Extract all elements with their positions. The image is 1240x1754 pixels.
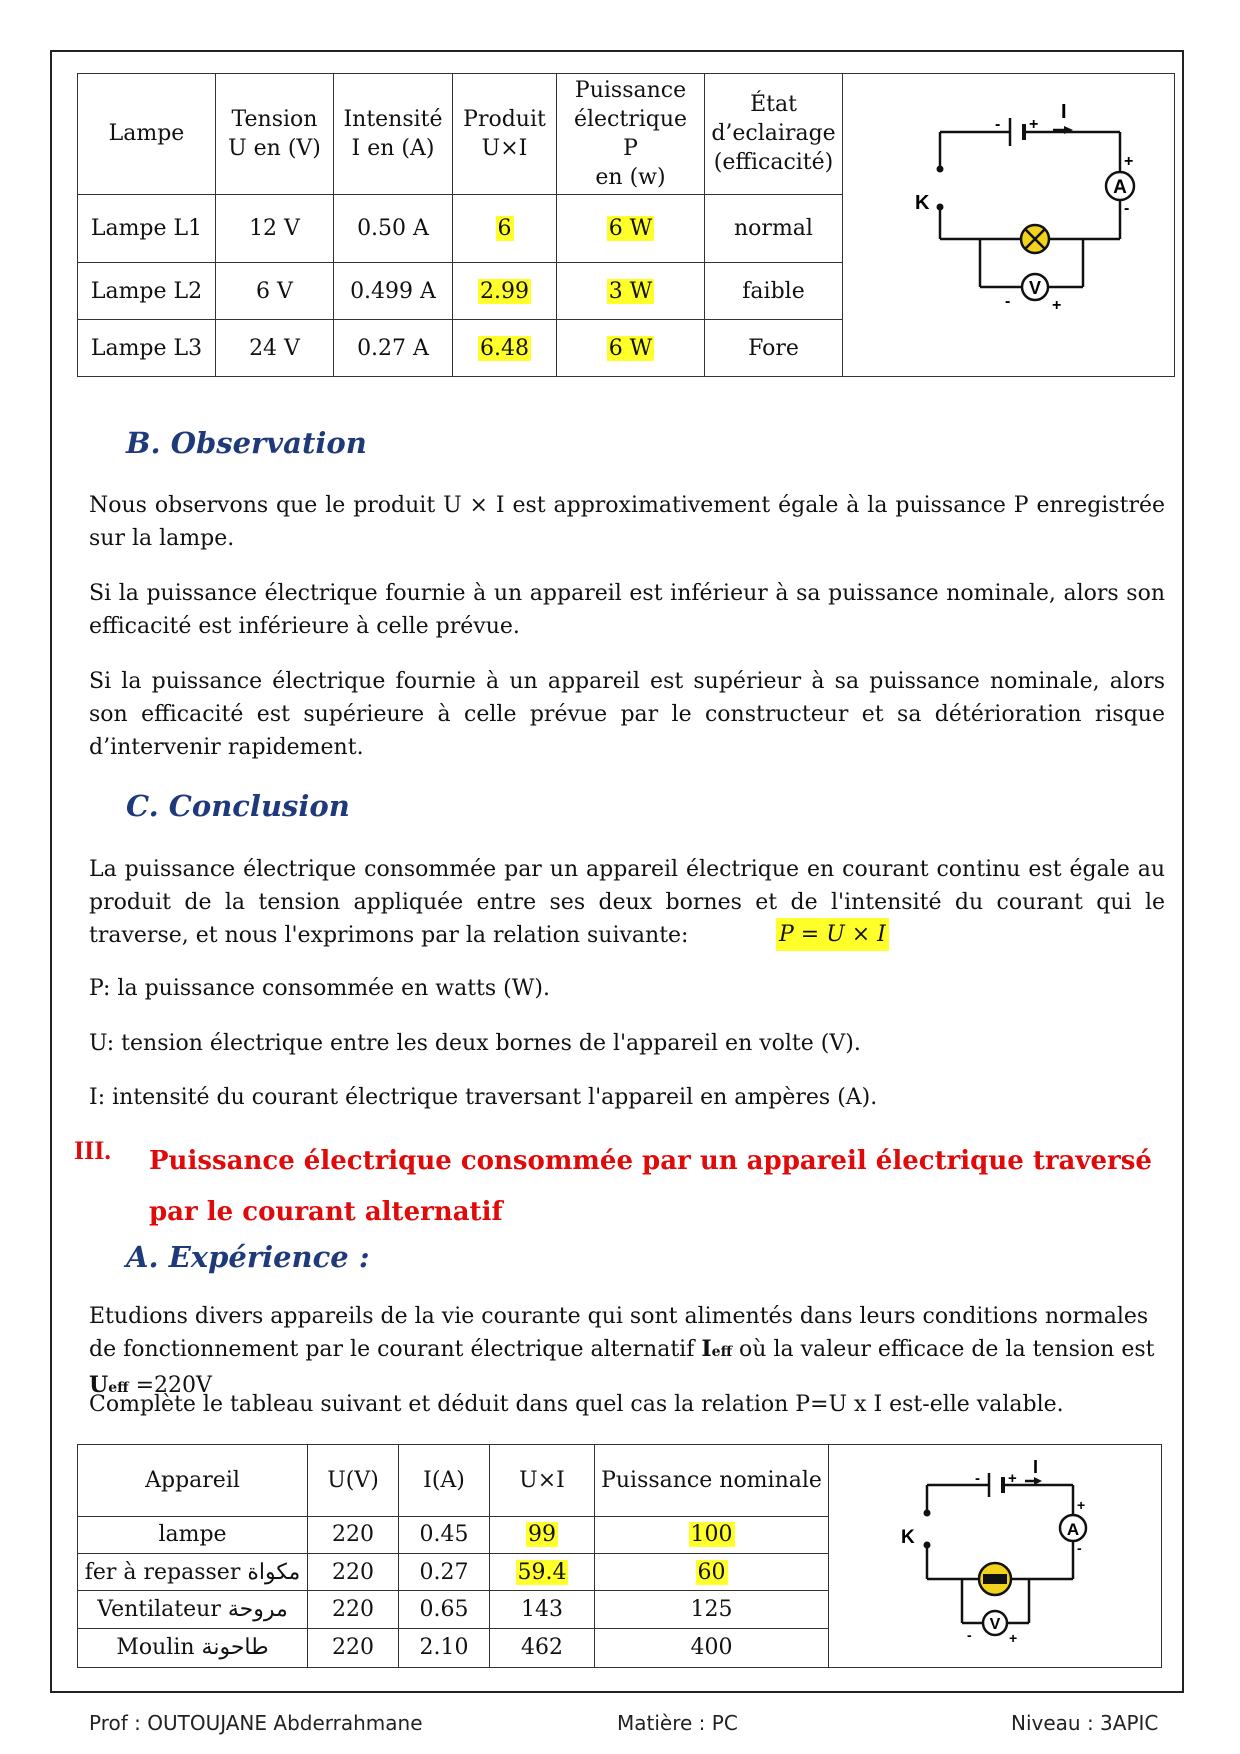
cell-pn: 125 (595, 1591, 829, 1628)
observation-paragraph-3: Si la puissance électrique fournie à un appareil est supérieur à sa puissance nominale, alors son efficacité est supérieure à celle prévue par le constructeur et sa détérioration risque d’intervenir rapidement. (89, 669, 1165, 760)
header-i: I(A) (399, 1445, 490, 1517)
cell-lampe: Lampe L3 (78, 320, 216, 377)
cell-pn: 400 (595, 1628, 829, 1667)
cell-pn: 60 (595, 1553, 829, 1590)
cell-tension: 24 V (216, 320, 334, 377)
conclusion-text: La puissance électrique consommée par un appareil électrique en courant continu est égale au produit de la tension appliquée entre ses deux bornes et de l'intensité du courant qui le traverse, et nous l'exprimons par la relation suivante: (89, 857, 1165, 948)
cell-tension: 6 V (216, 263, 334, 320)
voltmeter-minus: - (1005, 293, 1011, 310)
footer-prof: Prof : OUTOUJANE Abderrahmane (89, 1711, 423, 1735)
switch-label: K (901, 1527, 915, 1548)
table-header-row (78, 1445, 1162, 1517)
header-intensite: Intensité I en (A) (334, 74, 453, 195)
footer-niveau: Niveau : 3APIC (1011, 1711, 1159, 1735)
cell-produit: 2.99 (453, 263, 557, 320)
battery-plus: + (1008, 1470, 1017, 1487)
cell-intensite: 0.27 A (334, 320, 453, 377)
circuit-cell (843, 74, 1175, 377)
voltmeter-plus: + (1052, 297, 1062, 314)
cell-puissance: 6 W (557, 320, 705, 377)
cell-lampe: Lampe L2 (78, 263, 216, 320)
header-tension: Tension U en (V) (216, 74, 334, 195)
header-u: U(V) (308, 1445, 399, 1517)
appliance-table (77, 1444, 1162, 1668)
cell-i: 2.10 (399, 1628, 490, 1667)
definition-p: P: la puissance consommée en watts (W). (89, 976, 550, 1001)
battery-minus: - (975, 1470, 980, 1487)
cell-produit: 6.48 (453, 320, 557, 377)
circuit-diagram-dc (843, 74, 1174, 370)
switch-label: K (915, 192, 930, 214)
ammeter-plus: + (1077, 1497, 1086, 1513)
current-label: I (1033, 1457, 1039, 1477)
header-lampe: Lampe (78, 74, 216, 195)
cell-pn: 100 (595, 1516, 829, 1553)
cell-ui: 59.4 (490, 1553, 595, 1590)
cell-intensite: 0.50 A (334, 194, 453, 262)
voltmeter-plus: + (1009, 1630, 1018, 1646)
ammeter-minus: - (1124, 200, 1130, 217)
header-puissance: Puissance électrique P en (w) (557, 74, 705, 195)
cell-ui: 99 (490, 1516, 595, 1553)
section-c-title: C. Conclusion (126, 789, 350, 823)
header-ui: U×I (490, 1445, 595, 1517)
cell-produit: 6 (453, 194, 557, 262)
switch-contact-bottom (924, 1542, 931, 1549)
cell-puissance: 6 W (557, 194, 705, 262)
experience-instruction: Complète le tableau suivant et déduit dans quel cas la relation P=U x I est-elle valable. (89, 1392, 1064, 1417)
switch-contact-top (937, 166, 944, 173)
definition-u: U: tension électrique entre les deux bornes de l'appareil en volte (V). (89, 1031, 861, 1056)
battery-minus: - (995, 116, 1001, 133)
formula-p-ui: P = U × I (776, 918, 889, 951)
cell-u: 220 (308, 1628, 399, 1667)
cell-appareil: Moulin طاحونة (78, 1628, 308, 1667)
cell-lampe: Lampe L1 (78, 194, 216, 262)
ammeter-label: A (1066, 1520, 1080, 1539)
ammeter-plus: + (1124, 153, 1134, 170)
observation-paragraph-1: Nous observons que le produit U × I est approximativement égale à la puissance P enregistrée sur la lampe. (89, 493, 1165, 551)
observation-paragraph-2: Si la puissance électrique fournie à un appareil est inférieur à sa puissance nominale, alors son efficacité est inférieure à celle prévue. (89, 581, 1165, 639)
experience-paragraph: Etudions divers appareils de la vie courante qui sont alimentés dans leurs conditions normales de fonctionnement par le courant électrique alternatif Ieff où la valeur efficace de la tension est Ueff =220V (89, 1304, 1155, 1398)
cell-ui: 462 (490, 1628, 595, 1667)
cell-appareil: fer à repasser مكواة (78, 1553, 308, 1590)
switch-contact-bottom (937, 204, 944, 211)
header-puissance-nominale: Puissance nominale (595, 1445, 829, 1517)
section-a-title: A. Expérience : (126, 1240, 370, 1274)
current-label: I (1061, 101, 1067, 123)
cell-i: 0.45 (399, 1516, 490, 1553)
section-3-title: Puissance électrique consommée par un appareil électrique traversé par le courant alternatif (149, 1146, 1152, 1227)
cell-i: 0.27 (399, 1553, 490, 1590)
section-3-number: III. (74, 1136, 111, 1165)
cell-intensite: 0.499 A (334, 263, 453, 320)
header-etat: État d’eclairage (efficacité) (705, 74, 843, 195)
circuit-diagram-ac (829, 1445, 1161, 1661)
battery-plus: + (1029, 116, 1039, 133)
circuit-cell (829, 1445, 1162, 1668)
cell-appareil: lampe (78, 1516, 308, 1553)
conclusion-paragraph (89, 853, 1165, 952)
cell-ui: 143 (490, 1591, 595, 1628)
cell-etat: normal (705, 194, 843, 262)
header-appareil: Appareil (78, 1445, 308, 1517)
cell-tension: 12 V (216, 194, 334, 262)
voltmeter-label: V (1028, 278, 1042, 298)
voltmeter-minus: - (967, 1627, 972, 1643)
cell-u: 220 (308, 1553, 399, 1590)
cell-puissance: 3 W (557, 263, 705, 320)
table-header-row (78, 74, 1175, 195)
section-b-title: B. Observation (126, 426, 367, 460)
switch-contact-top (924, 1510, 931, 1517)
ammeter-label: A (1113, 177, 1127, 198)
cell-u: 220 (308, 1591, 399, 1628)
cell-etat: faible (705, 263, 843, 320)
cell-etat: Fore (705, 320, 843, 377)
cell-i: 0.65 (399, 1591, 490, 1628)
voltmeter-label: V (989, 1616, 1001, 1633)
cell-appareil: Ventilateur مروحة (78, 1591, 308, 1628)
header-produit: Produit U×I (453, 74, 557, 195)
definition-i: I: intensité du courant électrique traversant l'appareil en ampères (A). (89, 1085, 878, 1110)
cell-u: 220 (308, 1516, 399, 1553)
appliance-element (983, 1574, 1007, 1584)
footer-matiere: Matière : PC (617, 1711, 738, 1735)
lamp-table (77, 73, 1175, 377)
ammeter-minus: - (1077, 1540, 1082, 1556)
